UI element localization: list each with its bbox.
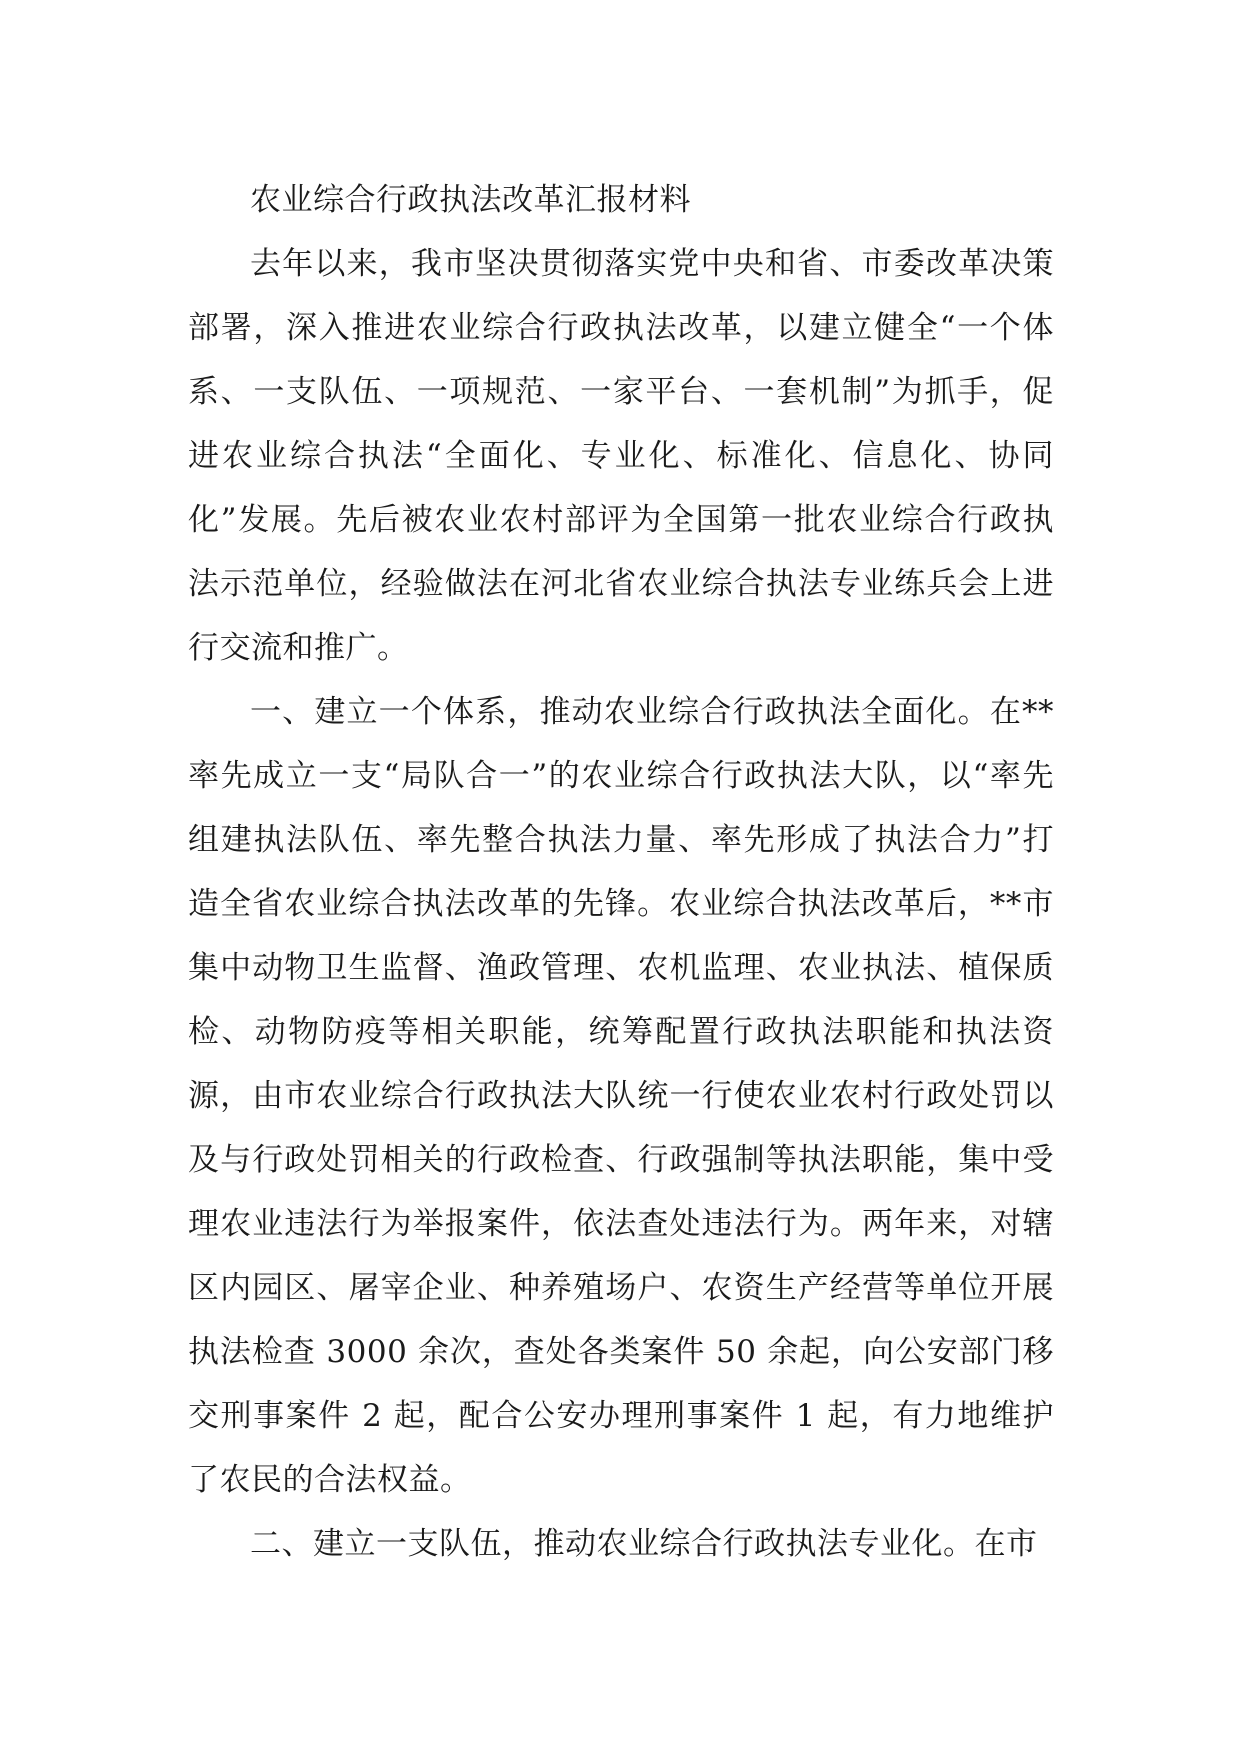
document-title: 农业综合行政执法改革汇报材料 xyxy=(250,182,691,218)
paragraph-section-one: 一、建立一个体系，推动农业综合行政执法全面化。在**率先成立一支“局队合一”的农业综合行政执法大队，以“率先组建执法队伍、率先整合执法力量、率先形成了执法合力”打造全省农业综合执法改革的先锋。农业综合执法改革后，**市集中动物卫生监督、渔政管理、农机监理、农业执法、植保质检、动物防疫等相关职能，统筹配置行政执法职能和执法资源，由市农业综合行政执法大队统一行使农业农村行政处罚以及与行政处罚相关的行政检查、行政强制等执法职能，集中受理农业违法行为举报案件，依法查处违法行为。两年来，对辖区内园区、屠宰企业、种养殖场户、农资生产经营等单位开展执法检查 3000 余次，查处各类案件 50 余起，向公安部门移交刑事案件 2 起，配合公安办理刑事案件 1 起，有力地维护了农民的合法权益。 xyxy=(188,694,1054,1498)
document-body xyxy=(188,168,1054,1576)
paragraph-section-two: 二、建立一支队伍，推动农业综合行政执法专业化。在市 xyxy=(250,1526,1038,1562)
paragraph-intro: 去年以来，我市坚决贯彻落实党中央和省、市委改革决策部署，深入推进农业综合行政执法改革，以建立健全“一个体系、一支队伍、一项规范、一家平台、一套机制”为抓手，促进农业综合执法“全面化、专业化、标准化、信息化、协同化”发展。先后被农业农村部评为全国第一批农业综合行政执法示范单位，经验做法在河北省农业综合执法专业练兵会上进行交流和推广。 xyxy=(188,246,1054,666)
